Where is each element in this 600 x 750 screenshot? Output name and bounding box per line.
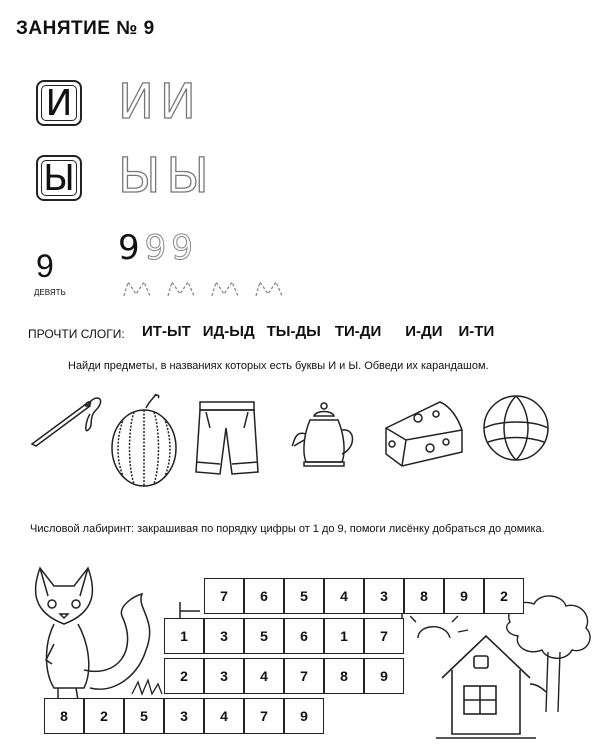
maze-cell[interactable]: 8 <box>324 658 364 694</box>
maze-cell[interactable]: 6 <box>244 578 284 614</box>
nine-trace-row <box>118 228 198 268</box>
maze-cell[interactable]: 2 <box>484 578 524 614</box>
maze-cell[interactable]: 1 <box>324 618 364 654</box>
shorts-icon[interactable] <box>192 398 264 478</box>
maze-cell[interactable]: 4 <box>204 698 244 734</box>
syllables-list <box>142 323 494 340</box>
nine-solid: 9 <box>118 228 145 268</box>
maze-cell[interactable]: 1 <box>164 618 204 654</box>
letter-card-y <box>36 155 82 201</box>
maze-cell[interactable]: 2 <box>164 658 204 694</box>
digit-word: ДЕВЯТЬ <box>34 288 66 297</box>
maze-cell[interactable]: 5 <box>284 578 324 614</box>
maze-cell[interactable]: 2 <box>84 698 124 734</box>
maze-cell[interactable]: 6 <box>284 618 324 654</box>
syllable: ТЫ-ДЫ <box>266 323 321 340</box>
maze-cell[interactable]: 3 <box>164 698 204 734</box>
maze-cell[interactable]: 7 <box>204 578 244 614</box>
cheese-icon[interactable] <box>382 396 468 468</box>
letter-y: Ы <box>41 160 77 196</box>
nine-dashed: 99 <box>144 228 198 268</box>
maze-cell[interactable]: 7 <box>284 658 324 694</box>
zigzag-trace-icon <box>122 278 292 300</box>
trace-letters-i: ИИ <box>118 74 202 130</box>
syllable: ИТ-ЫТ <box>142 323 191 340</box>
maze-cell[interactable]: 8 <box>44 698 84 734</box>
maze-cell[interactable]: 9 <box>364 658 404 694</box>
digit-nine: 9 <box>36 248 54 284</box>
syllable: ИД-ЫД <box>202 323 255 340</box>
maze-cell[interactable]: 4 <box>244 658 284 694</box>
maze-cell[interactable]: 5 <box>244 618 284 654</box>
maze-task-text: Числовой лабиринт: закрашивая по порядку цифры от 1 до 9, помоги лисёнку добраться до домика. <box>30 523 545 535</box>
watermelon-icon[interactable] <box>106 390 182 490</box>
maze-cell[interactable]: 8 <box>404 578 444 614</box>
maze-cell[interactable]: 7 <box>364 618 404 654</box>
needle-icon[interactable] <box>28 390 108 450</box>
maze-cell[interactable]: 3 <box>204 658 244 694</box>
page-title: ЗАНЯТИЕ № 9 <box>16 18 155 39</box>
maze-cell[interactable]: 3 <box>204 618 244 654</box>
syllable: И-ТИ <box>458 323 495 340</box>
teapot-icon[interactable] <box>290 400 362 470</box>
maze-cell[interactable]: 3 <box>364 578 404 614</box>
syllable: И-ДИ <box>405 323 443 340</box>
ball-icon[interactable] <box>480 392 554 466</box>
maze-cell[interactable]: 7 <box>244 698 284 734</box>
letter-i: И <box>41 85 77 121</box>
maze-cell[interactable]: 9 <box>444 578 484 614</box>
maze-cell[interactable]: 5 <box>124 698 164 734</box>
syllable: ТИ-ДИ <box>334 323 382 340</box>
letter-card-i <box>36 80 82 126</box>
find-task-text: Найди предметы, в названиях которых есть буквы И и Ы. Обведи их карандашом. <box>68 360 489 372</box>
house-icon <box>436 630 536 742</box>
syllables-label: ПРОЧТИ СЛОГИ: <box>28 327 125 341</box>
trace-letters-y: ЫЫ <box>118 148 215 204</box>
maze-cell[interactable]: 4 <box>324 578 364 614</box>
maze-cell[interactable]: 9 <box>284 698 324 734</box>
